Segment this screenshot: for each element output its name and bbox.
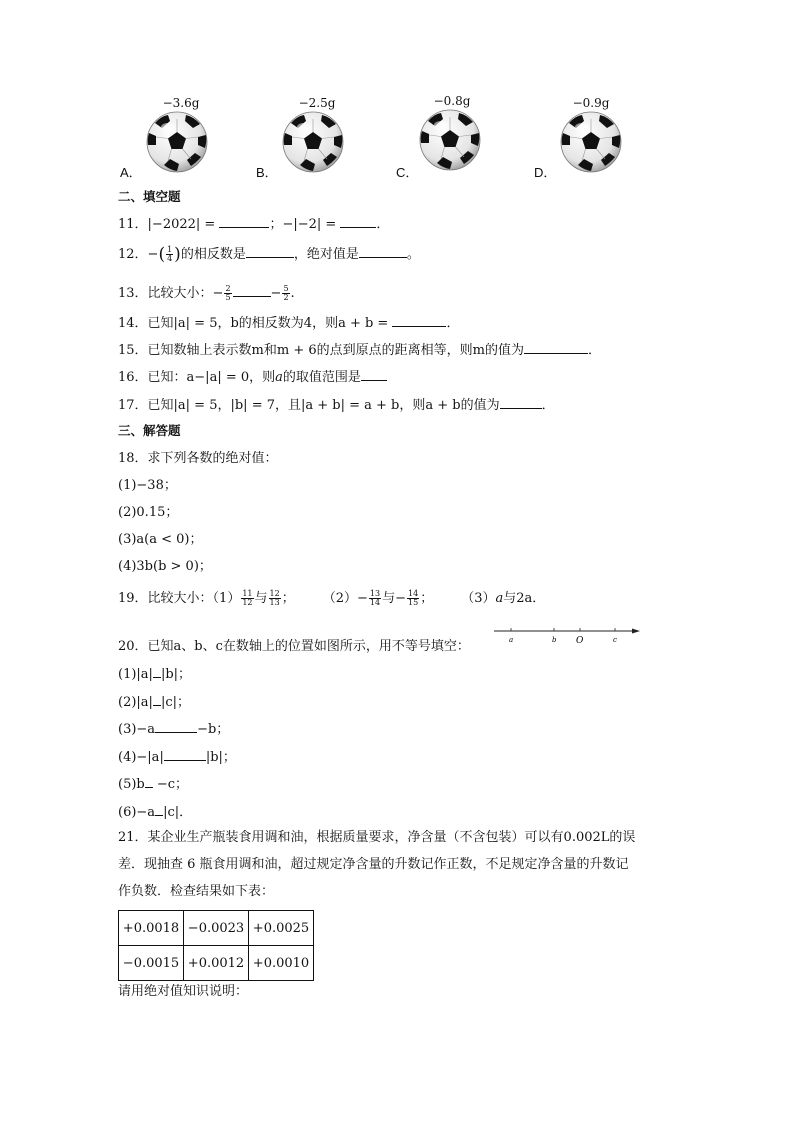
- table-cell: −0.0015: [119, 946, 184, 981]
- weight-b: −2.5g: [298, 96, 336, 110]
- answer-blank[interactable]: [155, 719, 197, 733]
- fraction: $\frac{11}{12}$: [242, 589, 253, 607]
- answer-blank[interactable]: [164, 747, 206, 761]
- question-20-item: (4)−|a| |b|；: [118, 747, 236, 768]
- question-15: 15．已知数轴上表示数m和m + 6的点到原点的距离相等，则m的值为 ．: [118, 340, 601, 361]
- answer-blank[interactable]: [153, 664, 161, 678]
- question-16: 16．已知：a−|a| = 0，则a的取值范围是: [118, 367, 387, 388]
- answer-blank[interactable]: [219, 214, 269, 228]
- axis-label-b: b: [552, 636, 557, 644]
- section-answer-title: 三、解答题: [118, 423, 181, 438]
- table-row: [119, 946, 314, 981]
- question-18-item: (1)−38；: [118, 478, 177, 493]
- fraction: $\frac{1}{4}$: [167, 245, 173, 263]
- question-14: 14．已知|a| = 5，b的相反数为4，则a + b = ．: [118, 313, 459, 334]
- table-cell: +0.0010: [249, 946, 314, 981]
- table-cell: +0.0025: [249, 911, 314, 946]
- soccer-ball-icon: [146, 111, 208, 173]
- question-11: 11．|−2022| = ；−|−2| = ．: [118, 214, 389, 235]
- fraction: $\frac{14}{15}$: [408, 589, 419, 607]
- number-line-figure: [494, 627, 640, 649]
- question-20-item: (1)|a| |b|；: [118, 664, 191, 685]
- answer-blank[interactable]: [359, 244, 407, 258]
- question-20-item: (3)−a −b；: [118, 719, 229, 740]
- answer-blank[interactable]: [524, 340, 588, 354]
- question-18-item: (2)0.15；: [118, 505, 179, 520]
- question-18-item: (4)3b(b > 0)；: [118, 559, 212, 574]
- option-a-label: A．: [120, 165, 142, 180]
- option-c: [396, 94, 486, 180]
- option-d-label: D．: [534, 165, 557, 180]
- table-cell: +0.0012: [184, 946, 249, 981]
- axis-label-a: a: [509, 636, 514, 644]
- question-20-item: (6)−a |c|．: [118, 802, 192, 823]
- question-12: 12．−( $\frac{1}{4}$ )的相反数是 ，绝对值是 。: [118, 244, 420, 265]
- arrow-icon: [632, 629, 640, 634]
- answer-blank[interactable]: [155, 802, 163, 816]
- table-row: [119, 911, 314, 946]
- axis-label-c: c: [613, 636, 617, 644]
- option-b: [256, 96, 346, 180]
- answer-blank[interactable]: [233, 283, 271, 297]
- weight-c: −0.8g: [433, 94, 471, 108]
- question-20-item: (2)|a| |c|；: [118, 692, 190, 713]
- answer-blank[interactable]: [145, 774, 153, 788]
- option-a: [118, 96, 208, 180]
- table-cell: −0.0023: [184, 911, 249, 946]
- section-fill-in-title: 二、填空题: [118, 189, 181, 204]
- soccer-ball-icon: [560, 111, 622, 173]
- answer-blank[interactable]: [392, 313, 446, 327]
- question-20-stem: 20．已知a、b、c在数轴上的位置如图所示，用不等号填空：: [118, 639, 470, 654]
- table-cell: +0.0018: [119, 911, 184, 946]
- weight-d: −0.9g: [572, 96, 610, 110]
- question-18-stem: 18．求下列各数的绝对值：: [118, 451, 278, 466]
- answer-blank[interactable]: [500, 395, 542, 409]
- option-b-label: B．: [256, 165, 278, 180]
- answer-blank[interactable]: [340, 214, 376, 228]
- fraction: $\frac{13}{14}$: [369, 589, 381, 607]
- question-21-prompt: 请用绝对值知识说明：: [118, 984, 249, 999]
- fraction: $\frac{5}{2}$: [283, 284, 289, 302]
- axis-label-origin: O: [576, 636, 584, 646]
- question-17: 17．已知|a| = 5，|b| = 7，且|a + b| = a + b，则a + b的值为 ．: [118, 395, 555, 416]
- question-21-line-1: 21．某企业生产瓶装食用调和油，根据质量要求，净含量（不含包装）可以有0.002L的误: [118, 830, 636, 845]
- question-21-line-2: 差．现抽查 6 瓶食用调和油，超过规定净含量的升数记作正数，不足规定净含量的升数记: [118, 857, 629, 872]
- option-d: [534, 96, 624, 180]
- soccer-ball-icon: [282, 111, 344, 173]
- inspection-table: [118, 910, 314, 981]
- weight-a: −3.6g: [162, 96, 200, 110]
- question-20-item: (5)b −c；: [118, 774, 188, 795]
- answer-blank[interactable]: [246, 244, 294, 258]
- question-21-line-3: 作负数．检查结果如下表：: [118, 884, 275, 899]
- soccer-ball-icon: [419, 109, 481, 171]
- answer-blank[interactable]: [153, 692, 161, 706]
- option-c-label: C．: [396, 165, 419, 180]
- answer-blank[interactable]: [361, 367, 387, 381]
- question-13: 13．比较大小：− $\frac{2}{5}$ − $\frac{5}{2}$ .: [118, 284, 295, 302]
- question-19: 19．比较大小：（1） $\frac{11}{12}$ 与 $\frac{12}{13}$ ； （2）− $\frac{13}{14}$ 与− $\frac{14}{15}$ ； （3）a与2a．: [118, 589, 546, 607]
- fraction: $\frac{12}{13}$: [269, 589, 280, 607]
- question-18-item: (3)a(a < 0)；: [118, 532, 203, 547]
- fraction: $\frac{2}{5}$: [225, 284, 231, 302]
